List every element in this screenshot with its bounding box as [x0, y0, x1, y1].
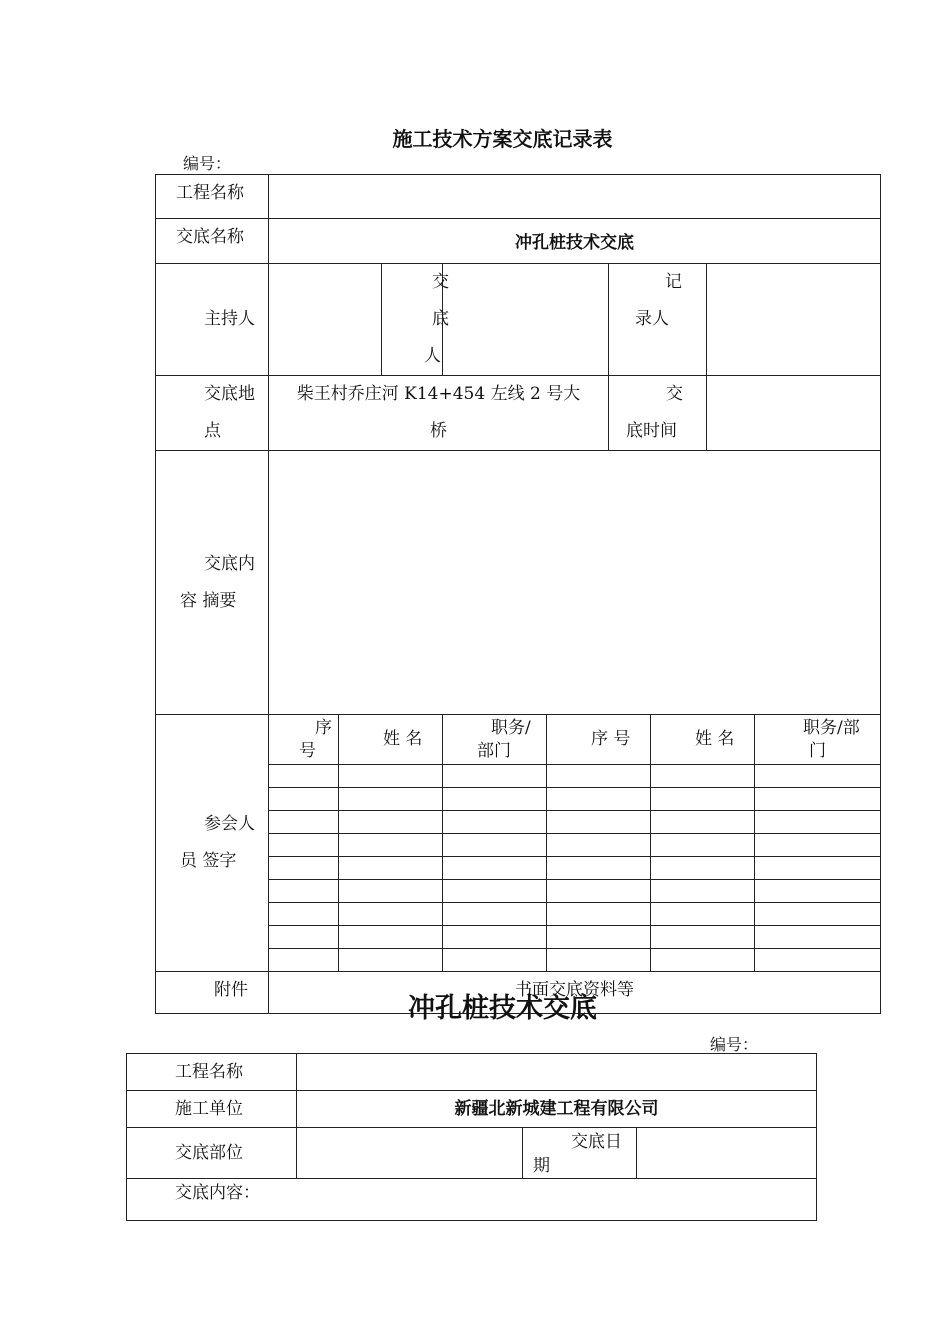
sig-cell[interactable] — [269, 949, 339, 972]
sig-cell[interactable] — [443, 857, 547, 880]
attendees-label-line1: 参会人 — [204, 814, 255, 834]
record-number-label: 编号： — [183, 154, 232, 173]
sig-cell[interactable] — [547, 949, 651, 972]
sig-cell[interactable] — [269, 926, 339, 949]
sig-cell[interactable] — [339, 765, 443, 788]
sig-cell[interactable] — [651, 903, 755, 926]
tech-project-name-label: 工程名称 — [127, 1054, 297, 1091]
sig-cell[interactable] — [755, 926, 881, 949]
sig-cell[interactable] — [547, 903, 651, 926]
host-label: 主持人 — [156, 264, 269, 376]
host-value[interactable] — [269, 264, 382, 376]
sig-cell[interactable] — [651, 834, 755, 857]
sig-cell[interactable] — [339, 903, 443, 926]
construction-unit-label: 施工单位 — [127, 1091, 297, 1128]
briefer-label-line2: 人 — [424, 346, 441, 366]
col-position-b-header — [755, 715, 881, 765]
sig-cell[interactable] — [547, 880, 651, 903]
sig-cell[interactable] — [443, 834, 547, 857]
content-label-line1: 交底内 — [204, 553, 255, 574]
sig-cell[interactable] — [443, 880, 547, 903]
time-label-line1: 交 — [666, 384, 683, 404]
sig-cell[interactable] — [269, 834, 339, 857]
briefer-label — [382, 264, 449, 376]
attendees-label-line2: 员 签字 — [180, 851, 237, 871]
location-value — [269, 376, 609, 451]
sig-cell[interactable] — [651, 880, 755, 903]
col-seq-b-header: 序 号 — [547, 715, 651, 765]
attendees-label — [156, 715, 269, 972]
col-name-b-header: 姓 名 — [651, 715, 755, 765]
sig-cell[interactable] — [651, 857, 755, 880]
sig-cell[interactable] — [269, 788, 339, 811]
time-label-line2: 底时间 — [626, 421, 677, 441]
recorder-label-line2: 录人 — [635, 309, 669, 329]
sig-cell[interactable] — [339, 949, 443, 972]
sig-cell[interactable] — [339, 788, 443, 811]
col-position-b-line1: 职务/部 — [803, 718, 860, 738]
sig-cell[interactable] — [269, 857, 339, 880]
sig-cell[interactable] — [755, 880, 881, 903]
sig-cell[interactable] — [269, 811, 339, 834]
date-label-line2: 期 — [533, 1156, 550, 1176]
construction-unit-value: 新疆北新城建工程有限公司 — [297, 1091, 817, 1128]
sig-cell[interactable] — [547, 811, 651, 834]
col-position-line1: 职务/ — [491, 718, 531, 738]
date-value[interactable] — [637, 1128, 817, 1179]
col-seq-line1: 序 — [315, 718, 332, 738]
sig-cell[interactable] — [443, 926, 547, 949]
sig-cell[interactable] — [269, 880, 339, 903]
sig-cell[interactable] — [443, 765, 547, 788]
record-title: 施工技术方案交底记录表 — [392, 127, 613, 151]
tech-content-label: 交底内容： — [127, 1179, 817, 1221]
sig-cell[interactable] — [547, 834, 651, 857]
location-value-line1: 柴王村乔庄河 K14+454 左线 2 号大 — [296, 384, 581, 404]
sig-cell[interactable] — [339, 834, 443, 857]
sig-cell[interactable] — [755, 857, 881, 880]
recorder-label-line1: 记 — [665, 272, 682, 292]
sig-cell[interactable] — [443, 811, 547, 834]
sig-cell[interactable] — [547, 765, 651, 788]
sig-cell[interactable] — [755, 903, 881, 926]
tech-briefing-table — [126, 1053, 817, 1221]
content-label — [156, 451, 269, 715]
time-value[interactable] — [707, 376, 881, 451]
sig-cell[interactable] — [443, 949, 547, 972]
date-label — [523, 1128, 637, 1179]
date-label-line1: 交底日 — [571, 1132, 622, 1152]
part-value[interactable] — [297, 1128, 523, 1179]
col-position-line2: 部门 — [477, 741, 511, 761]
attachment-value: 书面交底资料等 — [269, 972, 881, 1014]
sig-cell[interactable] — [339, 811, 443, 834]
sig-cell[interactable] — [755, 765, 881, 788]
content-label-line2: 容 摘要 — [180, 590, 237, 611]
sig-cell[interactable] — [339, 880, 443, 903]
briefer-label-line1: 交底 — [432, 272, 449, 329]
content-value[interactable] — [269, 451, 881, 715]
sig-cell[interactable] — [651, 788, 755, 811]
sig-cell[interactable] — [443, 788, 547, 811]
col-name-header: 姓 名 — [339, 715, 443, 765]
sig-cell[interactable] — [755, 949, 881, 972]
sig-cell[interactable] — [269, 903, 339, 926]
briefer-value[interactable] — [443, 264, 609, 376]
sig-cell[interactable] — [443, 903, 547, 926]
recorder-value[interactable] — [707, 264, 881, 376]
sig-cell[interactable] — [651, 765, 755, 788]
location-value-line2: 桥 — [430, 421, 447, 441]
briefing-record-table — [155, 174, 881, 1014]
part-label: 交底部位 — [127, 1128, 297, 1179]
project-name-value[interactable] — [269, 175, 881, 219]
location-label-line2: 点 — [204, 421, 221, 441]
sig-cell[interactable] — [651, 949, 755, 972]
sig-cell[interactable] — [547, 857, 651, 880]
time-label — [609, 376, 707, 451]
sig-cell[interactable] — [651, 926, 755, 949]
briefing-name-label: 交底名称 — [156, 219, 269, 264]
col-seq-line2: 号 — [299, 741, 316, 761]
col-position-header — [443, 715, 547, 765]
tech-title: 冲孔桩技术交底 — [408, 993, 597, 1024]
location-label — [156, 376, 269, 451]
tech-project-name-value[interactable] — [297, 1054, 817, 1091]
col-position-b-line2: 门 — [809, 741, 826, 761]
col-seq-header — [269, 715, 339, 765]
sig-cell[interactable] — [651, 811, 755, 834]
briefing-name-value: 冲孔桩技术交底 — [269, 219, 881, 264]
sig-cell[interactable] — [755, 834, 881, 857]
project-name-label: 工程名称 — [156, 175, 269, 219]
tech-number-label: 编号： — [710, 1035, 759, 1054]
sig-cell[interactable] — [339, 926, 443, 949]
sig-cell[interactable] — [547, 788, 651, 811]
sig-cell[interactable] — [339, 857, 443, 880]
sig-cell[interactable] — [547, 926, 651, 949]
recorder-label — [609, 264, 707, 376]
attachment-label: 附件 — [156, 972, 269, 1014]
sig-cell[interactable] — [755, 788, 881, 811]
sig-cell[interactable] — [755, 811, 881, 834]
sig-cell[interactable] — [269, 765, 339, 788]
location-label-line1: 交底地 — [204, 384, 255, 404]
